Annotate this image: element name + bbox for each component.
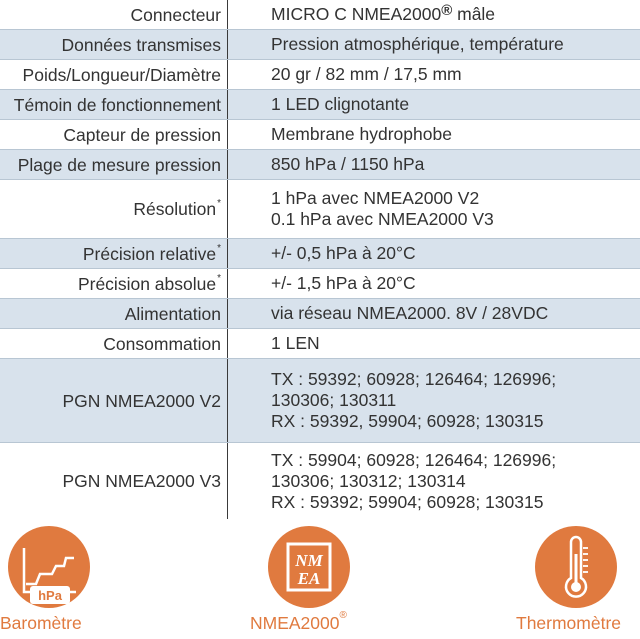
spec-row-alimentation — [0, 299, 640, 329]
spec-row-pgn-v3 — [0, 443, 640, 519]
spec-value — [228, 0, 640, 29]
spec-value-line: TX : 59392; 60928; 126464; 126996; — [271, 369, 557, 389]
spec-label: Consommation — [0, 329, 228, 358]
spec-value-line: 130306; 130311 — [271, 390, 397, 410]
feature-icons — [0, 520, 640, 639]
spec-label-text: Précision absolue — [77, 273, 217, 294]
spec-label: Connecteur — [0, 0, 228, 29]
spec-value-text: MICRO C NMEA2000 — [271, 3, 442, 24]
spec-value: 850 hPa / 1150 hPa — [271, 154, 425, 174]
spec-value-line: RX : 59392; 59904; 60928; 130315 — [271, 491, 544, 512]
spec-row-precision-absolue — [0, 269, 640, 299]
barometer-graph-icon — [8, 526, 90, 608]
spec-row-temoin — [0, 90, 640, 120]
spec-value: +/- 0,5 hPa à 20°C — [271, 243, 416, 263]
barometer-icon — [8, 526, 90, 608]
spec-value-line: 1 hPa avec NMEA2000 V2 — [271, 188, 480, 208]
spec-label: Plage de mesure pression — [0, 150, 228, 179]
spec-label — [0, 269, 228, 298]
nmea-label-text: NMEA2000 — [250, 613, 340, 633]
spec-label: Capteur de pression — [0, 120, 228, 149]
nmea-badge-top: NM — [295, 551, 323, 570]
spec-value — [228, 180, 640, 238]
spec-value: via réseau NMEA2000. 8V / 28VDC — [271, 303, 549, 323]
thermometer-drawing-icon — [535, 526, 617, 608]
spec-value-suffix: mâle — [452, 3, 496, 24]
spec-value-line: TX : 59904; 60928; 126464; 126996; — [271, 449, 557, 470]
registered-mark: ® — [441, 1, 453, 19]
spec-label: Alimentation — [0, 299, 228, 328]
spec-label — [0, 180, 228, 238]
registered-mark: ® — [339, 610, 347, 622]
spec-value: Membrane hydrophobe — [271, 124, 452, 144]
nmea-badge-icon — [268, 526, 350, 608]
spec-row-pgn-v2 — [0, 359, 640, 443]
asterisk: * — [217, 272, 221, 284]
spec-value-line: 130306; 130312; 130314 — [271, 470, 466, 491]
spec-row-capteur — [0, 120, 640, 150]
spec-label: PGN NMEA2000 V3 — [0, 443, 228, 519]
spec-value-line: RX : 59392, 59904; 60928; 130315 — [271, 411, 544, 431]
barometer-label: Baromètre — [0, 613, 82, 633]
spec-row-precision-relative — [0, 239, 640, 269]
nmea-label — [250, 610, 347, 634]
spec-row-resolution — [0, 180, 640, 239]
thermometer-icon — [535, 526, 617, 608]
spec-value: 1 LEN — [271, 333, 320, 353]
spec-value: 1 LED clignotante — [271, 94, 410, 114]
spec-label-text: Précision relative — [82, 243, 217, 264]
spec-value: 20 gr / 82 mm / 17,5 mm — [271, 64, 462, 84]
spec-value — [228, 359, 640, 442]
spec-label-text: Résolution — [133, 199, 217, 219]
thermometer-label: Thermomètre — [516, 613, 622, 633]
barometer-badge-text: hPa — [38, 588, 62, 603]
nmea-logo-icon — [268, 526, 350, 608]
spec-label: Poids/Longueur/Diamètre — [0, 60, 228, 89]
spec-row-connecteur — [0, 0, 640, 30]
spec-row-donnees — [0, 30, 640, 60]
spec-row-poids — [0, 60, 640, 90]
spec-label: Données transmises — [0, 30, 228, 59]
spec-value-line: 0.1 hPa avec NMEA2000 V3 — [271, 209, 494, 229]
spec-value — [228, 443, 640, 519]
asterisk: * — [217, 198, 221, 209]
spec-value: +/- 1,5 hPa à 20°C — [271, 273, 416, 293]
spec-label: Témoin de fonctionnement — [0, 90, 228, 119]
nmea-badge-bottom: EA — [297, 569, 321, 588]
spec-label — [0, 239, 228, 268]
asterisk: * — [217, 242, 221, 254]
spec-label: PGN NMEA2000 V2 — [0, 359, 228, 442]
spec-row-consommation — [0, 329, 640, 359]
spec-row-plage — [0, 150, 640, 180]
spec-value: Pression atmosphérique, température — [271, 34, 564, 54]
